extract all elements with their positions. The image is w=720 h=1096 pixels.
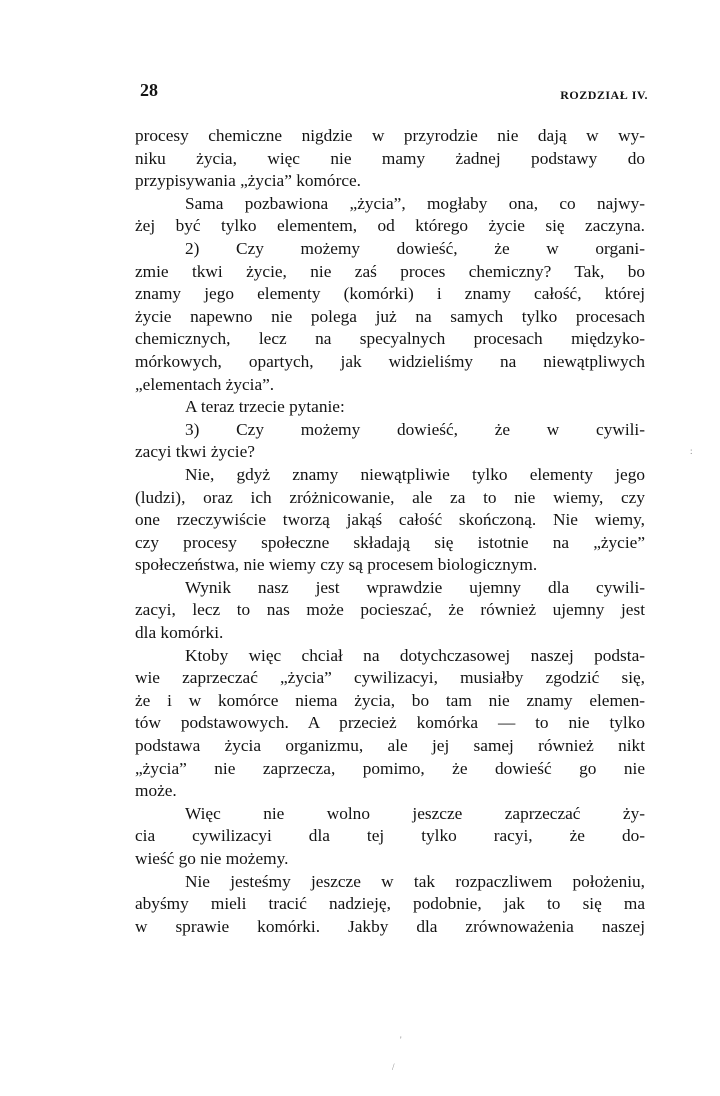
text-line: Nie jesteśmy jeszcze w tak rozpaczliwem położeniu, — [185, 871, 645, 891]
text-line: znamy jego elementy (komórki) i znamy całość, której — [135, 284, 645, 304]
text-line: mórkowych, opartych, jak widzieliśmy na niewątpliwych — [135, 351, 645, 371]
text-line: dla komórki. — [135, 623, 224, 643]
text-line: wie zaprzeczać „życia” cywilizacyi, musiałby zgodzić się, — [135, 668, 645, 688]
text-line: A teraz trzecie pytanie: — [185, 397, 345, 417]
text-line: żej być tylko elementem, od którego życie się zaczyna. — [135, 216, 645, 236]
text-line: 2) Czy możemy dowieść, że w organi- — [185, 238, 645, 258]
text-line: zmie tkwi życie, nie zaś proces chemiczny? Tak, bo — [135, 261, 645, 281]
running-head: ROZDZIAŁ IV. — [560, 88, 648, 102]
page-number: 28 — [140, 80, 158, 100]
text-line: 3) Czy możemy dowieść, że w cywili- — [185, 419, 645, 439]
text-line: Sama pozbawiona „życia”, mogłaby ona, co najwy- — [185, 193, 645, 213]
text-line: „elementach życia”. — [135, 374, 275, 394]
text-line: wieść go nie możemy. — [135, 849, 289, 868]
text-line: tów podstawowych. A przecież komórka — to nie tylko — [135, 713, 645, 733]
text-line: życie napewno nie polega już na samych tylko procesach — [135, 306, 645, 326]
margin-mark: ' — [400, 1035, 402, 1045]
text-line: chemicznych, lecz na specyalnych procesach międzyko- — [135, 329, 645, 349]
text-line: podstawa życia organizmu, ale jej samej również nikt — [135, 736, 645, 756]
text-body — [135, 125, 645, 938]
text-line: społeczeństwa, nie wiemy czy są procesem biologicznym. — [135, 555, 538, 575]
text-line: że i w komórce niema życia, bo tam nie znamy elemen- — [135, 690, 645, 710]
text-line: niku życia, więc nie mamy żadnej podstawy do — [135, 148, 645, 168]
margin-mark: / — [392, 1062, 395, 1072]
text-line: w sprawie komórki. Jakby dla zrównoważenia naszej — [135, 916, 645, 936]
text-line: może. — [135, 781, 177, 801]
text-line: Nie, gdyż znamy niewątpliwie tylko elementy jego — [185, 464, 645, 484]
margin-mark: : — [690, 446, 693, 456]
text-line: abyśmy mieli tracić nadzieję, podobnie, jak to się ma — [135, 894, 645, 914]
text-line: Wynik nasz jest wprawdzie ujemny dla cywili- — [185, 577, 645, 597]
text-line: przypisywania „życia” komórce. — [135, 171, 361, 191]
text-line: one rzeczywiście tworzą jakąś całość skończoną. Nie wiemy, — [135, 510, 645, 530]
text-line: czy procesy społeczne składają się istotnie na „życie” — [135, 532, 645, 552]
text-line: zacyi tkwi życie? — [135, 442, 255, 462]
text-line: Ktoby więc chciał na dotychczasowej naszej podsta- — [185, 645, 645, 665]
text-line: „życia” nie zaprzecza, pomimo, że dowieść go nie — [135, 758, 645, 778]
text-line: cia cywilizacyi dla tej tylko racyi, że do- — [135, 826, 645, 846]
text-line: Więc nie wolno jeszcze zaprzeczać ży- — [185, 803, 645, 823]
text-line: zacyi, lecz to nas może pocieszać, że również ujemny jest — [135, 600, 645, 620]
text-line: (ludzi), oraz ich zróżnicowanie, ale za to nie wiemy, czy — [135, 487, 645, 507]
text-line: procesy chemiczne nigdzie w przyrodzie nie dają w wy- — [135, 126, 645, 145]
